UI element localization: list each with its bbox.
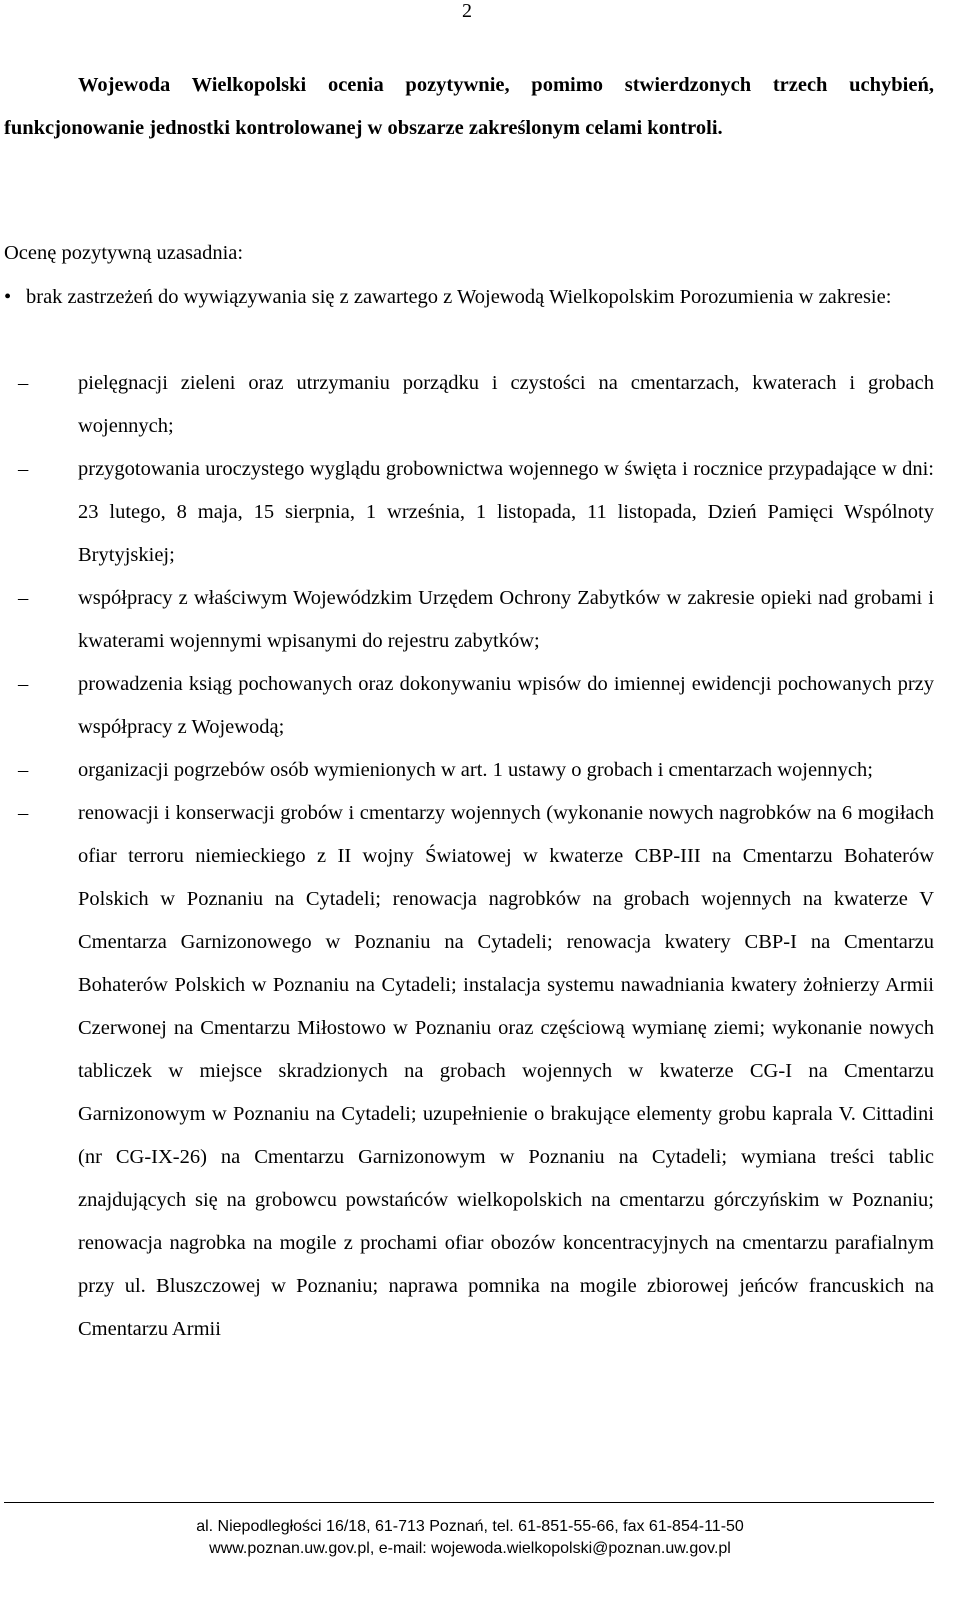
list-item — [4, 663, 934, 749]
bullet-text: brak zastrzeżeń do wywiązywania się z zawartego z Wojewodą Wielkopolskim Porozumienia w zakresie: — [26, 286, 892, 308]
list-item — [4, 362, 934, 448]
list-item-text: prowadzenia ksiąg pochowanych oraz dokonywaniu wpisów do imiennej ewidencji pochowanych przy współpracy z Wojewodą; — [78, 673, 934, 738]
dash-icon: – — [18, 372, 29, 394]
footer-contact: www.poznan.uw.gov.pl, e-mail: wojewoda.wielkopolski@poznan.uw.gov.pl — [209, 1540, 731, 1557]
bullet-item — [4, 276, 934, 319]
list-item-text: pielęgnacji zieleni oraz utrzymaniu porządku i czystości na cmentarzach, kwaterach i grobach wojennych; — [78, 372, 934, 437]
dash-icon: – — [18, 759, 29, 781]
dash-icon: – — [18, 458, 29, 480]
list-item-text: organizacji pogrzebów osób wymienionych w art. 1 ustawy o grobach i cmentarzach wojennych; — [78, 759, 873, 781]
list-item — [4, 749, 934, 792]
scope-list — [4, 362, 934, 1351]
dash-icon: – — [18, 802, 29, 824]
footer-divider — [4, 1502, 934, 1503]
footer-address: al. Niepodległości 16/18, 61-713 Poznań, tel. 61-851-55-66, fax 61-854-11-50 — [196, 1518, 744, 1535]
list-item — [4, 792, 934, 1351]
footer — [0, 1516, 940, 1560]
list-item-text: przygotowania uroczystego wyglądu grobownictwa wojennego w święta i rocznice przypadające w dni: 23 lutego, 8 maja, 15 sierpnia, 1 września, 1 listopada, 11 listopada, Dzień Pamięci Wspólnoty Brytyjskiej; — [78, 458, 934, 566]
dash-icon: – — [18, 587, 29, 609]
bullet-icon: • — [4, 286, 12, 308]
list-item-text: renowacji i konserwacji grobów i cmentarzy wojennych (wykonanie nowych nagrobków na 6 mogiłach ofiar terroru niemieckiego z II wojny Światowej w kwaterze CBP-III na Cmentarzu Bohaterów Polskich w Poznaniu na Cytadeli; renowacja nagrobków na grobach wojennych na kwaterze V Cmentarza Garnizonowego w Poznaniu na Cytadeli; renowacja kwatery CBP-I na Cmentarzu Bohaterów Polskich w Poznaniu na Cytadeli; instalacja systemu nawadniania kwatery żołnierzy Armii Czerwonej na Cmentarzu Miłostowo w Poznaniu oraz częściową wymianę ziemi; wykonanie nowych tabliczek w miejsce skradzionych na grobach wojennych w kwaterze CG-I na Cmentarzu Garnizonowym w Poznaniu na Cytadeli; uzupełnienie o brakujące elementy grobu kaprala V. Cittadini (nr CG-IX-26) na Cmentarzu Garnizonowym w Poznaniu na Cytadeli; wymiana treści tablic znajdujących się na grobowcu powstańców wielkopolskich na cmentarzu górczyńskim w Poznaniu; renowacja nagrobka na mogile z prochami ofiar obozów koncentracyjnych na cmentarzu parafialnym przy ul. Bluszczowej w Poznaniu; naprawa pomnika na mogile zbiorowej jeńców francuskich na Cmentarzu Armii — [78, 802, 934, 1340]
intro-paragraph: Wojewoda Wielkopolski ocenia pozytywnie, pomimo stwierdzonych trzech uchybień, funkcjonowanie jednostki kontrolowanej w obszarze zakreślonym celami kontroli. — [4, 74, 934, 139]
list-item-text: współpracy z właściwym Wojewódzkim Urzędem Ochrony Zabytków w zakresie opieki nad grobami i kwaterami wojennymi wpisanymi do rejestru zabytków; — [78, 587, 934, 652]
page-number: 2 — [462, 0, 472, 22]
dash-icon: – — [18, 673, 29, 695]
list-item — [4, 577, 934, 663]
list-item — [4, 448, 934, 577]
assessment-label: Ocenę pozytywną uzasadnia: — [4, 242, 244, 264]
